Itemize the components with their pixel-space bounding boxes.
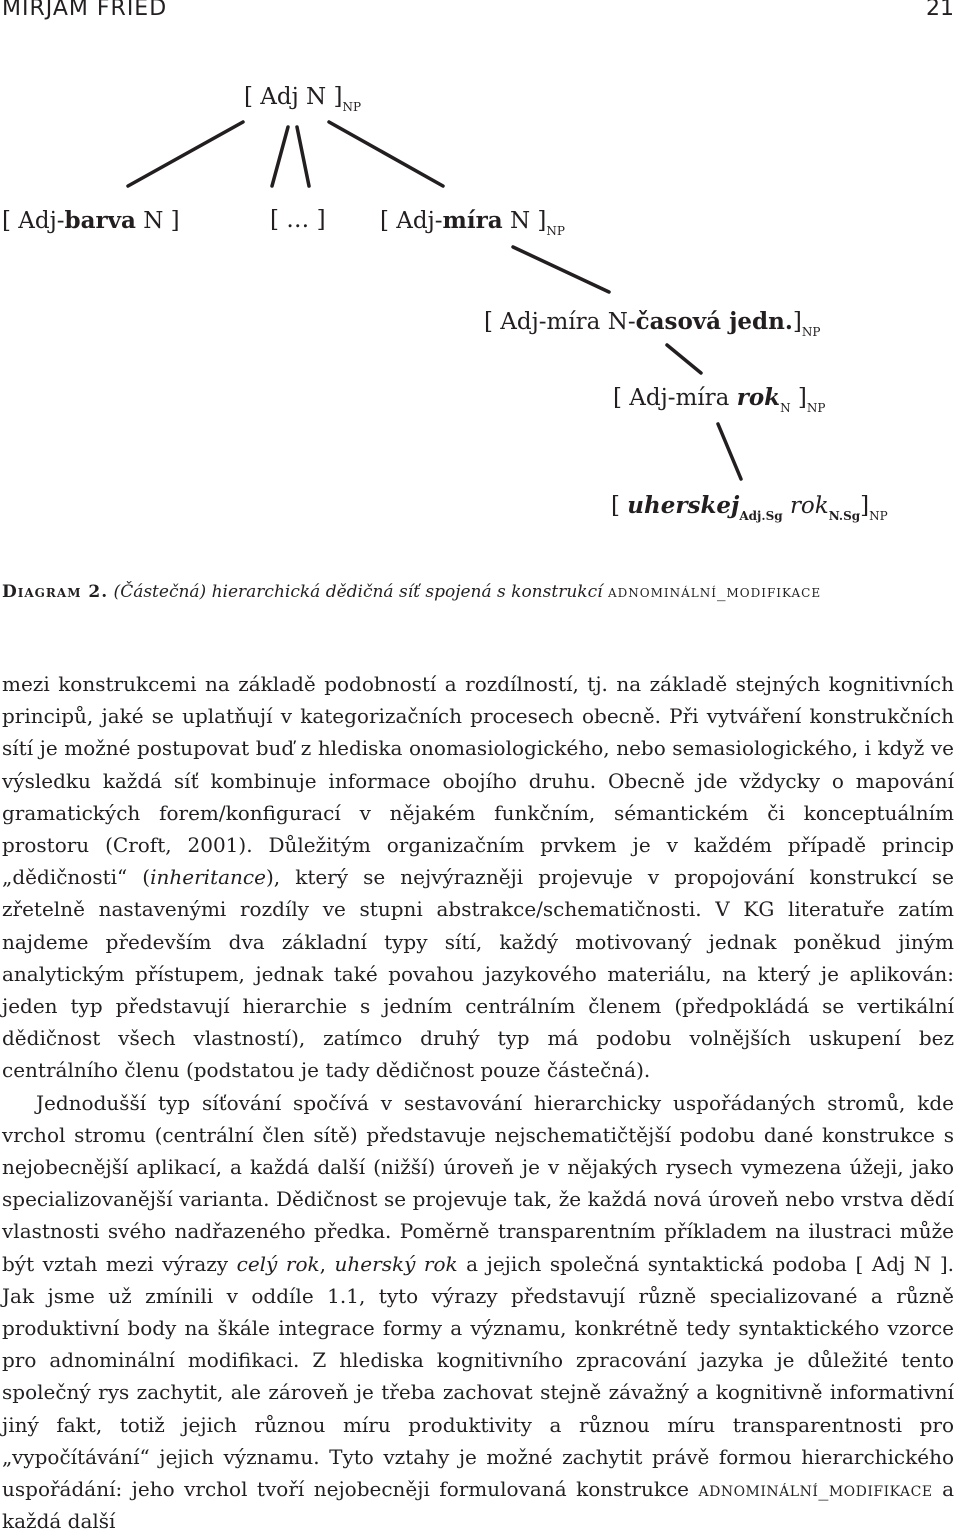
edge-right-level3 bbox=[513, 247, 609, 292]
header-page-number: 21 bbox=[926, 0, 954, 21]
body-text bbox=[2, 668, 954, 1537]
edge-level3-level4 bbox=[667, 345, 701, 373]
diagram-caption bbox=[2, 582, 821, 602]
caption-text: (Částečná) hierarchická dědičná síť spojená s konstrukcí bbox=[108, 582, 608, 602]
edge-root-middle-a bbox=[272, 127, 288, 186]
node-ellipsis: [ … ] bbox=[270, 207, 326, 233]
node-uherskej-rok: [ uherskej$_{Adj.Sg}$ $rok_{N.Sg}]_{NP}$ bbox=[611, 492, 888, 523]
edge-level4-level5 bbox=[718, 424, 741, 479]
caption-construction: adnominální_modifikace bbox=[607, 582, 822, 602]
node-root: [ Adj N ]$_{NP}$ bbox=[244, 84, 362, 114]
node-rok: [ Adj-míra rok$_N$ ]$_{NP}$ bbox=[613, 384, 826, 415]
node-adj-barva: [ Adj-barva N ] bbox=[2, 207, 180, 234]
edge-root-middle-b bbox=[297, 127, 309, 186]
diagram-lines bbox=[0, 0, 960, 560]
caption-label: Diagram 2. bbox=[2, 582, 109, 602]
paragraph-1: mezi konstrukcemi na základě podobností a rozdílností, tj. na základě stejných kognitivních principů, jaké se uplatňují v kategorizačních procesech obecně. Při vytváření konstrukčních sítí je možné postupovat buď z hlediska onomasiologického, nebo semasiologického, i když ve výsledku každá síť kombinuje informace obojího druhu. Obecně jde vždycky o mapování gramatických forem/konfigurací v nějakém funkčním, sémantickém či konceptuálním prostoru (Croft, 2001). Důležitým organizačním prvkem je v každém případě princip „dědičnosti“ (inheritance), který se nejvýrazněji projevuje v propojování konstrukcí se zřetelně nastavenými rozdíly ve stupni abstrakce/schematičnosti. V KG literatuře zatím najdeme především dva základní typy sítí, každý motivovaný jednak poněkud jiným analytickým přístupem, jednak také povahou jazykového materiálu, na který je aplikován: jeden typ představují hierarchie s jedním centrálním členem (předpokládá se vertikální dědičnost všech vlastností), zatímco druhý typ má podobu volnějších uskupení bez centrálního členu (podstatou je tady dědičnost pouze částečná). bbox=[2, 672, 955, 1083]
edge-root-left bbox=[128, 122, 243, 186]
header-author: MIRJAM FRIED bbox=[2, 0, 168, 21]
paragraph-2: Jednodušší typ síťování spočívá v sestavování hierarchicky uspořádaných stromů, kde vrchol stromu (centrální člen sítě) představuje nejschematičtější podobu dané konstrukce s nejobecnější aplikací, a každá další (nižší) úroveň je v nějakých rysech vymezena úžeji, jako specializovanější varianta. Dědičnost se projevuje tak, že každá nová úroveň nebo vrstva dědí vlastnosti svého nadřazeného předka. Poměrně transparentním příkladem na ilustraci může být vztah mezi výrazy celý rok, uherský rok a jejich společná syntaktická podoba [ Adj N ]. Jak jsme už zmínili v oddíle 1.1, tyto výrazy představují různě specializované a různě produktivní body na škále integrace formy a významu, konkrétně tedy syntaktického vzorce pro adnominální modifikaci. Z hlediska kognitivního zpracování jazyka je důležité tento společný rys zachytit, ale zároveň je třeba zachovat stejně závažný a kognitivně informativní jiný fakt, totiž jejich různou míru produktivity a různou míru transparentnosti pro „vypočítávání“ jejich významu. Tyto vztahy je možné zachytit právě formou hierarchického uspořádání: jeho vrchol tvoří nejobecněji formulovaná konstrukce adnominální_modifikace a každá další bbox=[2, 1090, 955, 1534]
edge-root-right bbox=[329, 122, 443, 186]
node-adj-mira: [ Adj-míra N ]$_{NP}$ bbox=[380, 207, 565, 238]
inheritance-diagram bbox=[0, 0, 960, 560]
node-casova-jednotka: [ Adj-míra N-časová $jedn.]_{NP}$ bbox=[484, 308, 821, 339]
